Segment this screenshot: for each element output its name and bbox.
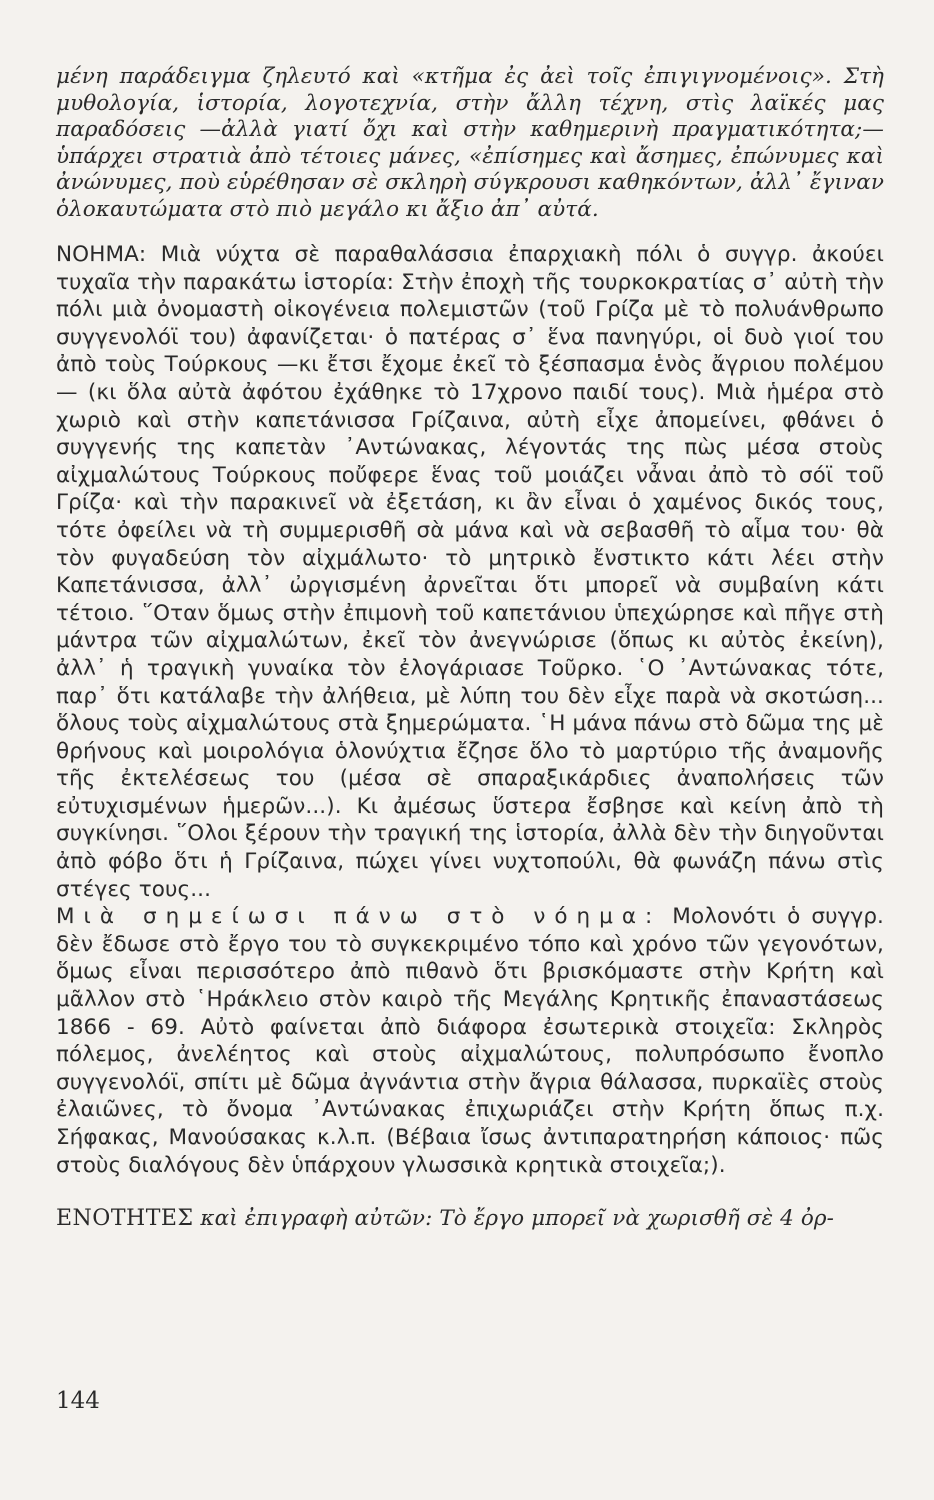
- intro-paragraph: [56, 64, 884, 223]
- noima-paragraph: [56, 241, 884, 903]
- sections-text: καὶ ἐπιγραφὴ αὐτῶν: Τὸ ἔργο μπορεῖ νὰ χωρισθῆ σὲ 4 ὀρ-: [193, 1206, 834, 1232]
- sections-heading: ΕΝΟΤΗΤΕΣ: [56, 1206, 194, 1232]
- intro-text: μένη παράδειγμα ζηλευτό καὶ «κτῆμα ἐς ἀεὶ τοῖς ἐπιγιγνομένοις». Στὴ μυθολογία, ἱστορία, λογοτεχνία, στὴν ἄλλη τέχνη, στὶς λαϊκές μας παραδόσεις —ἀλλὰ γιατί ὄχι καὶ στὴν καθημερινὴ πραγματικότητα;— ὑπάρχει στρατιὰ ἀπὸ τέτοιες μάνες, «ἐπίσημες καὶ ἄσημες, ἐπώνυμες καὶ ἀνώνυμες, ποὺ εὑρέθησαν σὲ σκληρὴ σύγκρουσι καθηκόντων, ἀλλ᾽ ἔγιναν ὁλοκαυτώματα στὸ πιὸ μεγάλο κι ἄξιο ἀπ᾽ αὐτά.: [56, 64, 884, 222]
- noima-text: Μιὰ νύχτα σὲ παραθαλάσσια ἐπαρχιακὴ πόλι ὁ συγγρ. ἀκούει τυχαῖα τὴν παρακάτω ἱστορία: Στὴν ἐποχὴ τῆς τουρκοκρατίας σ᾽ αὐτὴ τὴν πόλι μιὰ ὀνομαστὴ οἰκογένεια πολεμιστῶν (τοῦ Γρίζα μὲ τὸ πολυάνθρωπο συγγενολόϊ του) ἀφανίζεται· ὁ πατέρας σ᾽ ἕνα πανηγύρι, οἱ δυὸ γιοί του ἀπὸ τοὺς Τούρκους —κι ἔτσι ἔχομε ἐκεῖ τὸ ξέσπασμα ἑνὸς ἄγριου πολέμου— (κι ὅλα αὐτὰ ἀφότου ἐχάθηκε τὸ 17χρονο παιδί τους). Μιὰ ἡμέρα στὸ χωριὸ καὶ στὴν καπετάνισσα Γρίζαινα, αὐτὴ εἶχε ἀπομείνει, φθάνει ὁ συγγενής της καπετὰν ᾽Αντώνακας, λέγοντάς της πὼς μέσα στοὺς αἰχμαλώτους Τούρκους ποὔφερε ἕνας τοῦ μοιάζει νἆναι ἀπὸ τὸ σόϊ τοῦ Γρίζα· καὶ τὴν παρακινεῖ νὰ ἐξετάση, κι ἂν εἶναι ὁ χαμένος δικός τους, τότε ὀφείλει νὰ τὴ συμμερισθῆ σὰ μάνα καὶ νὰ σεβασθῆ τὸ αἷμα του· θὰ τὸν φυγαδεύση τὸν αἰχμάλωτο· τὸ μητρικὸ ἔνστικτο κάτι λέει στὴν Καπετάνισσα, ἀλλ᾽ ὠργισμένη ἀρνεῖται ὅτι μπορεῖ νὰ συμβαίνη κάτι τέτοιο. ῞Οταν ὅμως στὴν ἐπιμονὴ τοῦ καπετάνιου ὑπεχώρησε καὶ πῆγε στὴ μάντρα τῶν αἰχμαλώτων, ἐκεῖ τὸν ἀνεγνώρισε (ὅπως κι αὐτὸς ἐκείνη), ἀλλ᾽ ἡ τραγικὴ γυναίκα τὸν ἐλογάριασε Τοῦρκο. ῾Ο ᾽Αντώνακας τότε, παρ᾽ ὅτι κατάλαβε τὴν ἀλήθεια, μὲ λύπη του δὲν εἶχε παρὰ νὰ σκοτώση... ὅλους τοὺς αἰχμαλώτους στὰ ξημερώματα. ῾Η μάνα πάνω στὸ δῶμα της μὲ θρήνους καὶ μοιρολόγια ὁλονύχτια ἔζησε ὅλο τὸ μαρτύριο τῆς ἀναμονῆς τῆς ἐκτελέσεως του (μέσα σὲ σπαραξικάρδιες ἀναπολήσεις τῶν εὐτυχισμένων ἡμερῶν...). Κι ἀμέσως ὕστερα ἔσβησε καὶ κείνη ἀπὸ τὴ συγκίνησι. ῞Ολοι ξέρουν τὴν τραγική της ἱστορία, ἀλλὰ δὲν τὴν διηγοῦνται ἀπὸ φόβο ὅτι ἡ Γρίζαινα, πώχει γίνει νυχτοπούλι, θὰ φωνάζη πάνω στὶς στέγες τους...: [56, 242, 884, 902]
- noima-heading: ΝΟΗΜΑ:: [56, 242, 147, 267]
- sections-paragraph: [56, 1205, 884, 1233]
- remark-paragraph: [56, 903, 884, 1179]
- remark-text: Μολονότι ὁ συγγρ. δὲν ἔδωσε στὸ ἔργο του τὸ συγκεκριμένο τόπο καὶ χρόνο τῶν γεγονότων, ὅμως εἶναι περισσότερο ἀπὸ πιθανὸ ὅτι βρισκόμαστε στὴν Κρήτη καὶ μᾶλλον στὸ ῾Ηράκλειο στὸν καιρὸ τῆς Μεγάλης Κρητικῆς ἐπαναστάσεως 1866 - 69. Αὐτὸ φαίνεται ἀπὸ διάφορα ἐσωτερικὰ στοιχεῖα: Σκληρὸς πόλεμος, ἀνελέητος καὶ στοὺς αἰχμαλώτους, πολυπρόσωπο ἔνοπλο συγγενολόϊ, σπίτι μὲ δῶμα ἀγνάντια στὴν ἄγρια θάλασσα, πυρκαϊὲς στοὺς ἐλαιῶνες, τὸ ὄνομα ᾽Αντώνακας ἐπιχωριάζει στὴν Κρήτη ὅπως π.χ. Σήφακας, Μανούσακας κ.λ.π. (Βέβαια ἴσως ἀντιπαρατηρήση κάποιος· πῶς στοὺς διαλόγους δὲν ὑπάρχουν γλωσσικὰ κρητικὰ στοιχεῖα;).: [56, 904, 884, 1178]
- page-number: 144: [56, 1388, 100, 1414]
- remark-label: Μιὰ σημείωσι πάνω στὸ νόημα:: [56, 904, 662, 930]
